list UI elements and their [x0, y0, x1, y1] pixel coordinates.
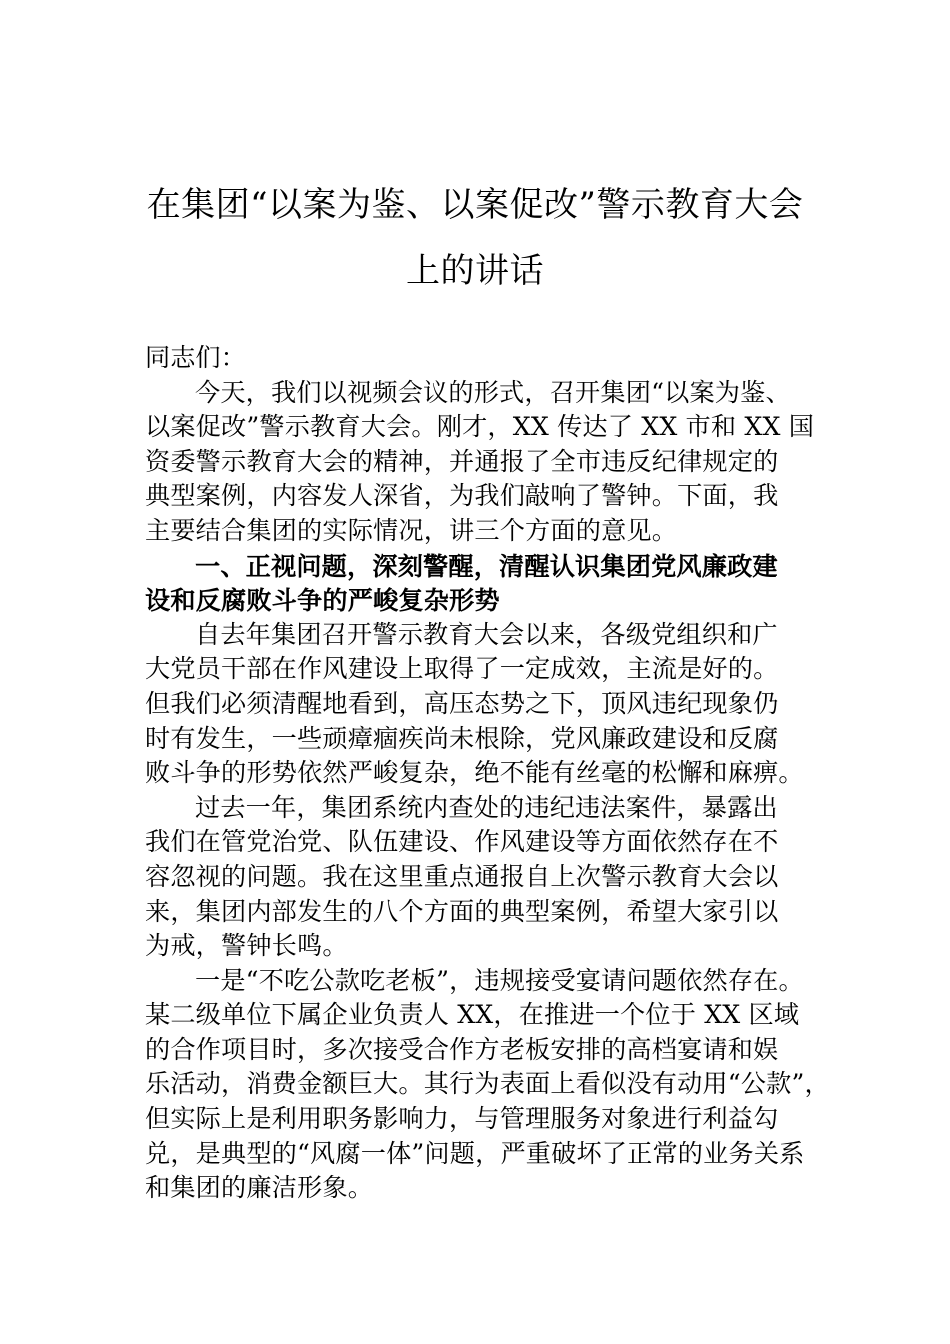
paragraph-line: 为戒，警钟长鸣。	[145, 931, 348, 961]
paragraph-line: 的合作项目时，多次接受合作方老板安排的高档宴请和娱	[145, 1034, 779, 1064]
paragraph-line: 容忽视的问题。我在这里重点通报自上次警示教育大会以	[145, 861, 779, 891]
paragraph-line: 时有发生，一些顽瘴痼疾尚未根除，党风廉政建设和反腐	[145, 723, 779, 753]
paragraph-line: 乐活动，消费金额巨大。其行为表面上看似没有动用“公款”，	[145, 1069, 830, 1099]
title-line: 上的讲话	[406, 251, 544, 291]
title-line: 在集团“以案为鉴、以案促改”警示教育大会	[146, 185, 804, 225]
paragraph-situation	[145, 618, 810, 791]
paragraph-line: 但我们必须清醒地看到，高压态势之下，顶风违纪现象仍	[145, 688, 779, 718]
heading-line: 一、正视问题，深刻警醒，清醒认识集团党风廉政建	[195, 550, 778, 581]
paragraph-line: 大党员干部在作风建设上取得了一定成效，主流是好的。	[145, 654, 779, 684]
paragraph-line: 我们在管党治党、队伍建设、作风建设等方面依然存在不	[145, 827, 779, 857]
paragraph-line: 资委警示教育大会的精神，并通报了全市违反纪律规定的	[145, 446, 779, 476]
paragraph-line: 今天，我们以视频会议的形式，召开集团“以案为鉴、	[195, 377, 791, 407]
paragraph-line: 败斗争的形势依然严峻复杂，绝不能有丝毫的松懈和麻痹。	[145, 758, 804, 788]
paragraph-line: 兑，是典型的“风腐一体”问题，严重破坏了正常的业务关系	[145, 1138, 805, 1168]
greeting: 同志们：	[145, 343, 246, 372]
document-body	[145, 341, 830, 1206]
paragraph-line: 但实际上是利用职务影响力，与管理服务对象进行利益勾	[145, 1104, 779, 1134]
paragraph-cases	[145, 791, 810, 964]
paragraph-line: 来，集团内部发生的八个方面的典型案例，希望大家引以	[145, 896, 779, 926]
paragraph-line: 主要结合集团的实际情况，讲三个方面的意见。	[145, 515, 678, 545]
paragraph-line: 过去一年，集团系统内查处的违纪违法案件，暴露出	[195, 792, 778, 822]
paragraph-line: 和集团的廉洁形象。	[145, 1173, 374, 1203]
paragraph-line: 以案促改”警示教育大会。刚才，XX 传达了 XX 市和 XX 国	[145, 412, 815, 442]
paragraph-line: 某二级单位下属企业负责人 XX，在推进一个位于 XX 区域	[145, 1000, 800, 1030]
paragraph-case-one	[145, 964, 830, 1206]
document-title	[130, 172, 820, 304]
paragraph-intro	[145, 376, 815, 549]
paragraph-line: 自去年集团召开警示教育大会以来，各级党组织和广	[195, 619, 778, 649]
heading-line: 设和反腐败斗争的严峻复杂形势	[145, 585, 500, 616]
paragraph-line: 典型案例，内容发人深省，为我们敲响了警钟。下面，我	[145, 481, 779, 511]
section-heading-1	[145, 549, 810, 618]
paragraph-line: 一是“不吃公款吃老板”，违规接受宴请问题依然存在。	[195, 965, 804, 995]
